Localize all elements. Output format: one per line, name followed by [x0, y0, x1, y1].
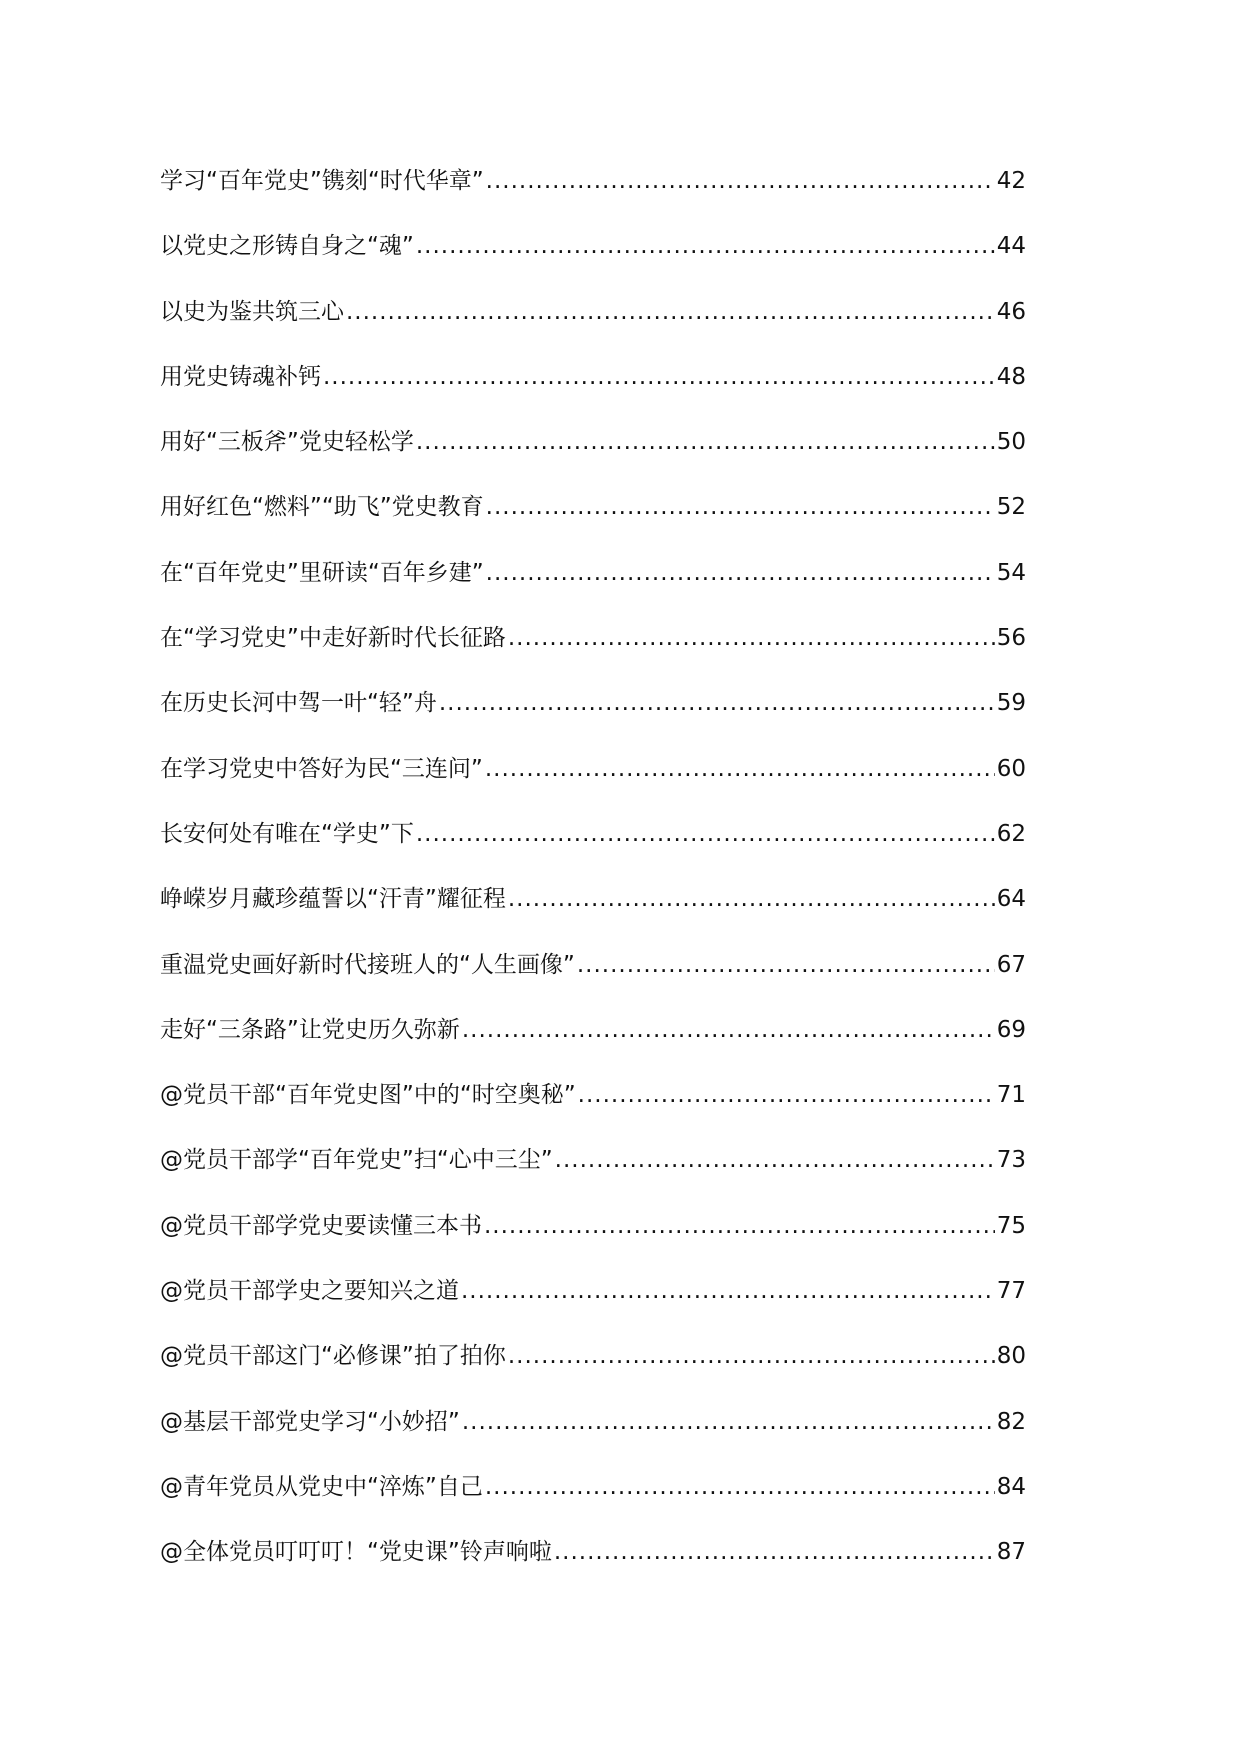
toc-dot-leader — [346, 301, 995, 324]
toc-entry-title: 在学习党史中答好为民“三连问” — [160, 755, 483, 782]
toc-entry-title: 用党史铸魂补钙 — [160, 363, 321, 390]
toc-entry-title: @党员干部学“百年党史”扫“心中三尘” — [160, 1147, 553, 1174]
toc-entry-title: @党员干部“百年党史图”中的“时空奥秘” — [160, 1082, 576, 1109]
toc-entry[interactable] — [160, 1149, 1026, 1214]
toc-dot-leader — [461, 1280, 995, 1303]
toc-entry[interactable] — [160, 1280, 1026, 1345]
toc-dot-leader — [578, 1084, 995, 1107]
toc-entry-title: @基层干部党史学习“小妙招” — [160, 1408, 460, 1435]
toc-entry-title: @全体党员叮叮叮！“党史课”铃声响啦 — [160, 1539, 552, 1566]
toc-entry-title: 峥嵘岁月藏珍蕴誓以“汗青”耀征程 — [160, 886, 506, 913]
toc-entry[interactable] — [160, 431, 1026, 496]
toc-entry[interactable] — [160, 692, 1026, 757]
toc-dot-leader — [323, 366, 995, 389]
toc-page-number: 87 — [996, 1539, 1026, 1566]
toc-entry[interactable] — [160, 1345, 1026, 1410]
toc-entry-title: 重温党史画好新时代接班人的“人生画像” — [160, 951, 575, 978]
toc-page-number: 73 — [996, 1147, 1026, 1174]
toc-entry-title: @党员干部这门“必修课”拍了拍你 — [160, 1343, 506, 1370]
toc-page-number: 62 — [996, 820, 1026, 847]
toc-dot-leader — [416, 823, 995, 846]
toc-entry[interactable] — [160, 298, 1026, 366]
toc-entry[interactable] — [160, 170, 1026, 235]
toc-entry[interactable] — [160, 1408, 1026, 1476]
toc-dot-leader — [486, 496, 995, 519]
toc-page-number: 80 — [996, 1343, 1026, 1370]
toc-dot-leader — [439, 692, 995, 715]
toc-entry-title: 在“学习党史”中走好新时代长征路 — [160, 625, 506, 652]
toc-entry-title: 学习“百年党史”镌刻“时代华章” — [160, 168, 484, 194]
toc-entry[interactable] — [160, 363, 1026, 431]
toc-dot-leader — [486, 562, 995, 585]
toc-dot-leader — [484, 1215, 995, 1238]
toc-entry[interactable] — [160, 627, 1026, 692]
toc-dot-leader — [416, 431, 995, 454]
toc-page-number: 48 — [996, 363, 1026, 390]
toc-entry[interactable] — [160, 1541, 1026, 1606]
toc-dot-leader — [577, 954, 995, 977]
toc-entry[interactable] — [160, 559, 1026, 627]
toc-page-number: 71 — [996, 1082, 1026, 1109]
toc-dot-leader — [416, 235, 995, 258]
toc-page-number: 52 — [996, 494, 1026, 521]
toc-entry-title: @党员干部学史之要知兴之道 — [160, 1278, 459, 1305]
toc-entry-title: 在“百年党史”里研读“百年乡建” — [160, 559, 484, 586]
toc-page-number: 64 — [996, 886, 1026, 913]
toc-page-number: 56 — [996, 625, 1026, 652]
toc-page-number: 75 — [996, 1212, 1026, 1239]
toc-dot-leader — [508, 1345, 995, 1368]
toc-entry[interactable] — [160, 1016, 1026, 1084]
toc-page-number: 50 — [996, 429, 1026, 456]
table-of-contents — [160, 170, 1026, 1607]
toc-entry[interactable] — [160, 951, 1026, 1019]
toc-dot-leader — [554, 1541, 995, 1564]
toc-entry-title: 用好红色“燃料”“助飞”党史教育 — [160, 494, 484, 521]
toc-entry-title: @青年党员从党史中“淬炼”自己 — [160, 1473, 483, 1500]
toc-dot-leader — [555, 1149, 995, 1172]
toc-page-number: 46 — [996, 298, 1026, 325]
toc-page-number: 54 — [996, 559, 1026, 586]
toc-page-number: 77 — [996, 1278, 1026, 1305]
toc-page-number: 84 — [996, 1473, 1026, 1500]
toc-page-number: 42 — [996, 168, 1026, 194]
toc-entry-title: 以史为鉴共筑三心 — [160, 298, 344, 325]
toc-dot-leader — [462, 1019, 995, 1042]
toc-page-number: 60 — [996, 755, 1026, 782]
toc-entry[interactable] — [160, 1212, 1026, 1280]
toc-entry[interactable] — [160, 888, 1026, 953]
toc-dot-leader — [486, 170, 995, 193]
toc-page-number: 82 — [996, 1408, 1026, 1435]
toc-entry-title: 长安何处有唯在“学史”下 — [160, 820, 414, 847]
toc-entry[interactable] — [160, 496, 1026, 561]
toc-entry-title: 在历史长河中驾一叶“轻”舟 — [160, 690, 437, 717]
toc-entry[interactable] — [160, 755, 1026, 823]
toc-dot-leader — [485, 1476, 995, 1499]
toc-entry-title: @党员干部学党史要读懂三本书 — [160, 1212, 482, 1239]
toc-entry-title: 走好“三条路”让党史历久弥新 — [160, 1016, 460, 1043]
toc-entry[interactable] — [160, 1473, 1026, 1541]
toc-entry[interactable] — [160, 820, 1026, 888]
toc-page-number: 44 — [996, 233, 1026, 260]
toc-dot-leader — [485, 758, 995, 781]
toc-page-number: 67 — [996, 951, 1026, 978]
toc-page-number: 69 — [996, 1016, 1026, 1043]
toc-dot-leader — [508, 627, 995, 650]
toc-page-number: 59 — [996, 690, 1026, 717]
toc-entry-title: 用好“三板斧”党史轻松学 — [160, 429, 414, 456]
toc-entry[interactable] — [160, 235, 1026, 300]
toc-entry[interactable] — [160, 1084, 1026, 1149]
toc-entry-title: 以党史之形铸自身之“魂” — [160, 233, 414, 260]
toc-dot-leader — [508, 888, 995, 911]
toc-dot-leader — [462, 1411, 995, 1434]
